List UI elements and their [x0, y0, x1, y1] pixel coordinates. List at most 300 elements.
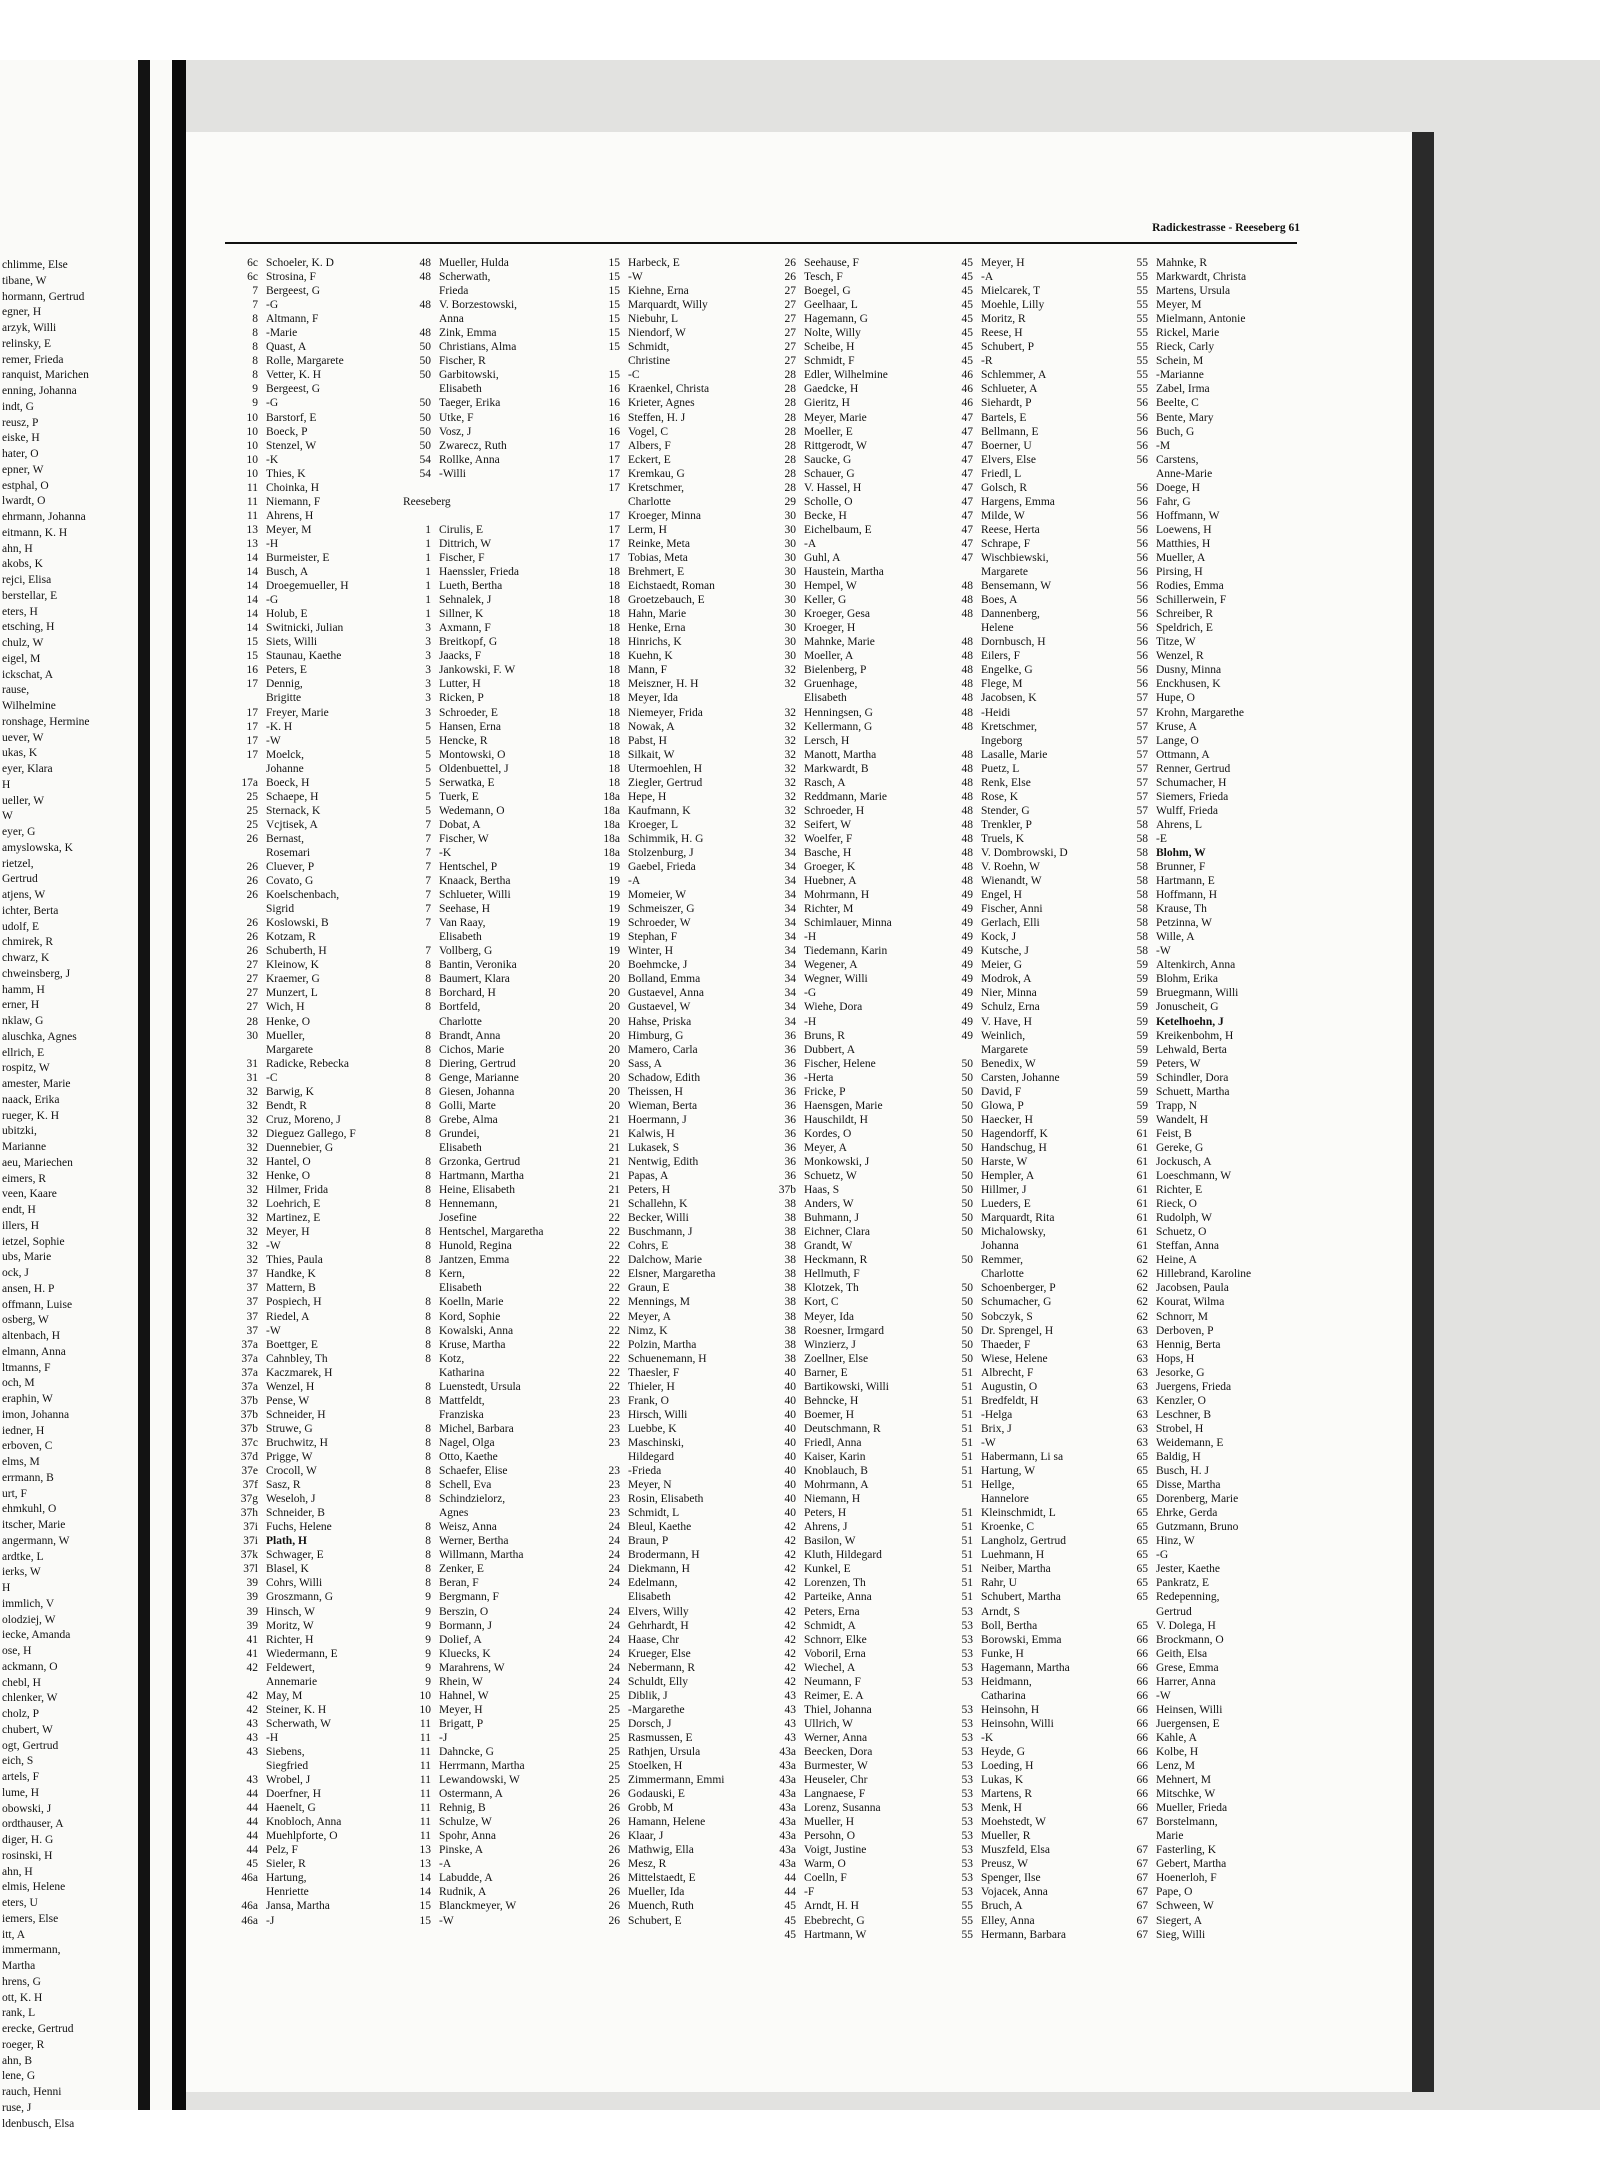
resident-name: Friedl, Anna [804, 1436, 862, 1449]
resident-name: Dorenberg, Marie [1156, 1493, 1239, 1506]
resident-entry [1120, 1661, 1300, 1675]
house-number: 61 [1136, 1240, 1148, 1253]
house-number: 39 [246, 1577, 258, 1590]
house-number: 26 [608, 1872, 620, 1885]
left-page-entry: H [2, 1582, 11, 1594]
resident-entry [230, 1787, 410, 1801]
resident-name: Kaczmarek, H [266, 1366, 333, 1379]
resident-name: Nowak, A [628, 720, 675, 733]
left-page-entry: artels, F [2, 1771, 40, 1783]
resident-name: Kern, [439, 1268, 465, 1281]
resident-entry [945, 1506, 1125, 1520]
resident-name: Richter, H [266, 1633, 314, 1646]
resident-name: Brunner, F [1156, 861, 1206, 874]
house-number: 47 [961, 467, 973, 480]
resident-entry [1120, 1899, 1300, 1913]
house-number: 36 [784, 1043, 796, 1056]
house-number: 3 [425, 650, 431, 663]
resident-name: -H [266, 537, 279, 550]
resident-entry [230, 720, 410, 734]
house-number: 36 [784, 1141, 796, 1154]
resident-name: Edler, Wilhelmine [804, 369, 888, 382]
house-number: 1 [425, 608, 431, 621]
resident-name: Schauer, G [804, 467, 855, 480]
resident-entry [403, 930, 583, 944]
house-number: 25 [608, 1731, 620, 1744]
resident-entry [403, 1478, 583, 1492]
resident-entry [768, 706, 948, 720]
resident-name: Strobel, H [1156, 1422, 1204, 1435]
house-number: 57 [1136, 706, 1148, 719]
resident-entry [945, 958, 1125, 972]
house-number: 53 [961, 1661, 973, 1674]
house-number: 36 [784, 1057, 796, 1070]
resident-name: Seehase, H [439, 903, 491, 916]
resident-entry [768, 523, 948, 537]
house-number: 43a [779, 1816, 796, 1829]
resident-name: Kalwis, H [628, 1127, 675, 1140]
resident-name: Kenzler, O [1156, 1394, 1206, 1407]
resident-entry [403, 1155, 583, 1169]
resident-name: Fischer, W [439, 832, 489, 845]
house-number: 43a [779, 1774, 796, 1787]
resident-name: Sehnalek, J [439, 594, 492, 607]
house-number: 48 [961, 594, 973, 607]
resident-name: Thies, Paula [266, 1254, 323, 1267]
resident-name: -Margarethe [628, 1703, 685, 1716]
resident-entry [230, 916, 410, 930]
resident-name: -Marianne [1156, 369, 1204, 382]
resident-name: Matthies, H [1156, 537, 1211, 550]
house-number: 59 [1136, 1099, 1148, 1112]
house-number: 28 [784, 467, 796, 480]
resident-name: Mattern, B [266, 1282, 316, 1295]
resident-name: Diekmann, H [628, 1563, 690, 1576]
house-number: 26 [608, 1844, 620, 1857]
resident-name: Hinsch, W [266, 1605, 315, 1618]
resident-entry [592, 1394, 772, 1408]
resident-name: Zabel, Irma [1156, 383, 1210, 396]
house-number: 50 [419, 355, 431, 368]
house-number: 67 [1136, 1886, 1148, 1899]
house-number: 14 [246, 622, 258, 635]
resident-name: Herrmann, Martha [439, 1760, 525, 1773]
resident-name: Fischer, F [439, 551, 485, 564]
resident-name: Kruse, Martha [439, 1338, 506, 1351]
resident-entry [1120, 1324, 1300, 1338]
house-number: 44 [246, 1830, 258, 1843]
resident-name: V. Borzestowski, [439, 299, 518, 312]
house-number: 55 [1136, 285, 1148, 298]
house-number: 50 [961, 1254, 973, 1267]
house-number: 58 [1136, 945, 1148, 958]
house-number: 65 [1136, 1577, 1148, 1590]
resident-entry [230, 1183, 410, 1197]
house-number: 18a [603, 804, 620, 817]
resident-name: Wegner, Willi [804, 973, 868, 986]
house-number: 56 [1136, 664, 1148, 677]
house-number: 24 [608, 1675, 620, 1688]
left-page-entry: ackmann, O [2, 1660, 58, 1673]
resident-entry [945, 1099, 1125, 1113]
resident-name: Borowski, Emma [981, 1633, 1062, 1646]
house-number: 26 [246, 945, 258, 958]
resident-entry [768, 1731, 948, 1745]
house-number: 34 [784, 875, 796, 888]
resident-name: Henke, O [266, 1015, 311, 1028]
resident-entry [1120, 888, 1300, 902]
resident-entry [1120, 481, 1300, 495]
resident-entry [945, 1380, 1125, 1394]
resident-name: Boes, A [981, 594, 1018, 607]
resident-entry [1120, 537, 1300, 551]
resident-name: -Herta [804, 1071, 834, 1084]
left-page-entry: ellrich, E [2, 1046, 45, 1059]
house-number: 26 [784, 257, 796, 269]
resident-entry [1120, 1085, 1300, 1099]
resident-entry [945, 1267, 1125, 1281]
resident-name: Sass, A [628, 1057, 662, 1070]
left-page-entry: chweinsberg, J [2, 967, 71, 980]
resident-entry [1120, 944, 1300, 958]
house-number: 43 [784, 1703, 796, 1716]
house-number: 37k [240, 1549, 258, 1562]
resident-entry [403, 1071, 583, 1085]
resident-name: Baumert, Klara [439, 973, 510, 986]
house-number: 13 [419, 1858, 431, 1871]
resident-name: Hentschel, P [439, 861, 498, 874]
resident-name: Richter, M [804, 903, 854, 916]
resident-name: Haas, S [804, 1184, 840, 1197]
resident-entry [403, 1141, 583, 1155]
resident-entry [403, 790, 583, 804]
resident-entry [768, 1773, 948, 1787]
resident-name: Busch, H. J [1156, 1465, 1210, 1478]
resident-entry [403, 720, 583, 734]
resident-name: Martinez, E [266, 1212, 321, 1225]
house-number: 44 [246, 1844, 258, 1857]
house-number: 21 [608, 1141, 620, 1154]
directory-column [768, 256, 948, 1942]
resident-name: Rittgerodt, W [804, 439, 868, 452]
resident-entry [1120, 396, 1300, 410]
left-page-entry: elmann, Anna [2, 1345, 66, 1358]
house-number: 18 [608, 720, 620, 733]
resident-name: Gerlach, Elli [981, 917, 1040, 930]
resident-entry [230, 972, 410, 986]
resident-name: Grzonka, Gertrud [439, 1156, 521, 1168]
resident-name: Voigt, Justine [804, 1844, 867, 1857]
house-number: 34 [784, 846, 796, 859]
resident-name: -J [266, 1914, 275, 1927]
house-number: 56 [1136, 453, 1148, 466]
resident-entry [1120, 312, 1300, 326]
left-page-entry: angermann, W [2, 1534, 70, 1547]
resident-entry [768, 1619, 948, 1633]
resident-name: Bartels, E [981, 411, 1027, 424]
house-number: 13 [419, 1844, 431, 1857]
resident-name: -A [804, 537, 817, 550]
house-number: 42 [784, 1563, 796, 1576]
resident-name: Gertrud [1156, 1605, 1192, 1618]
left-page-entry: berstellar, E [2, 589, 58, 602]
resident-entry [592, 972, 772, 986]
resident-name: Weisz, Anna [439, 1521, 497, 1534]
directory-column [1120, 256, 1300, 1942]
resident-entry [768, 1408, 948, 1422]
house-number: 32 [246, 1141, 258, 1154]
resident-entry [403, 1169, 583, 1183]
left-page-entry: estphal, O [2, 479, 49, 492]
resident-entry [592, 1408, 772, 1422]
resident-name: Mahnke, Marie [804, 636, 875, 649]
resident-name: Vcjtisek, A [266, 818, 318, 831]
resident-entry [592, 1759, 772, 1773]
house-number: 7 [252, 299, 258, 312]
resident-entry [403, 396, 583, 410]
house-number: 22 [608, 1212, 620, 1225]
house-number: 48 [961, 664, 973, 677]
house-number: 38 [784, 1310, 796, 1323]
resident-entry [1120, 860, 1300, 874]
resident-name: Freyer, Marie [266, 706, 329, 719]
resident-entry [592, 1773, 772, 1787]
resident-name: Schell, Eva [439, 1479, 492, 1492]
resident-name: Michel, Barbara [439, 1422, 514, 1435]
resident-entry [403, 1267, 583, 1281]
resident-entry [230, 1450, 410, 1464]
resident-name: Gutzmann, Bruno [1156, 1521, 1239, 1534]
resident-entry [1120, 593, 1300, 607]
house-number: 49 [961, 917, 973, 930]
house-number: 18 [608, 594, 620, 607]
house-number: 23 [608, 1465, 620, 1478]
left-page-entry: eyer, Klara [2, 763, 53, 775]
left-page-entry: ehmkuhl, O [2, 1503, 57, 1516]
house-number: 67 [1136, 1872, 1148, 1885]
resident-entry [403, 1534, 583, 1548]
resident-entry [945, 551, 1125, 565]
house-number: 21 [608, 1156, 620, 1168]
resident-name: Weinlich, [981, 1029, 1026, 1042]
resident-entry [592, 1885, 772, 1899]
house-number: 65 [1136, 1535, 1148, 1548]
resident-entry [403, 1605, 583, 1619]
resident-entry [403, 354, 583, 368]
house-number: 42 [784, 1605, 796, 1618]
resident-entry [1120, 495, 1300, 509]
left-page-entry: indt, G [2, 400, 34, 413]
left-page-entry: Martha [2, 1960, 36, 1972]
house-number: 13 [246, 537, 258, 550]
house-number: 20 [608, 1071, 620, 1084]
resident-name: Langholz, Gertrud [981, 1535, 1066, 1548]
house-number: 57 [1136, 734, 1148, 747]
resident-entry [945, 1619, 1125, 1633]
house-number: 50 [961, 1113, 973, 1126]
house-number: 48 [961, 875, 973, 888]
resident-entry [230, 1169, 410, 1183]
resident-name: Kolbe, H [1156, 1745, 1199, 1758]
resident-entry [230, 1071, 410, 1085]
resident-entry [1120, 1520, 1300, 1534]
house-number: 21 [608, 1184, 620, 1197]
directory-column [945, 256, 1125, 1942]
house-number: 8 [252, 327, 258, 340]
resident-name: Siegfried [266, 1760, 309, 1773]
resident-entry [592, 1562, 772, 1576]
house-number: 17 [608, 523, 620, 536]
resident-name: Doege, H [1156, 481, 1201, 494]
resident-entry [403, 1183, 583, 1197]
resident-name: Meyer, Marie [804, 411, 867, 424]
resident-entry [592, 284, 772, 298]
resident-entry [403, 846, 583, 860]
house-number: 8 [425, 1338, 431, 1351]
house-number: 58 [1136, 846, 1148, 859]
house-number: 21 [608, 1113, 620, 1126]
house-number: 22 [608, 1296, 620, 1309]
house-number: 23 [608, 1436, 620, 1449]
resident-name: Lukasek, S [628, 1141, 680, 1154]
resident-entry [592, 762, 772, 776]
resident-name: Remmer, [981, 1254, 1024, 1267]
resident-name: Wegener, A [804, 959, 858, 972]
house-number: 18 [608, 580, 620, 593]
resident-name: Mann, F [628, 664, 667, 677]
resident-entry [403, 916, 583, 930]
resident-entry [768, 649, 948, 663]
resident-name: Schubert, E [628, 1914, 682, 1927]
resident-name: Kroenke, C [981, 1521, 1035, 1534]
resident-entry [230, 1366, 410, 1380]
resident-entry [945, 1225, 1125, 1239]
house-number: 34 [784, 1001, 796, 1014]
house-number: 37a [241, 1352, 258, 1365]
resident-entry [592, 1000, 772, 1014]
resident-entry [592, 607, 772, 621]
resident-name: Willmann, Martha [439, 1549, 524, 1562]
house-number: 63 [1136, 1394, 1148, 1407]
resident-entry [1120, 1338, 1300, 1352]
house-number: 62 [1136, 1268, 1148, 1281]
resident-entry [592, 1197, 772, 1211]
resident-entry [768, 972, 948, 986]
resident-name: Breitkopf, G [439, 636, 498, 649]
house-number: 17 [246, 706, 258, 719]
resident-entry [1120, 706, 1300, 720]
resident-entry [592, 411, 772, 425]
house-number: 25 [246, 818, 258, 831]
house-number: 8 [425, 1198, 431, 1211]
resident-name: Niebuhr, L [628, 313, 678, 326]
house-number: 40 [784, 1507, 796, 1520]
left-page-entry: eyer, G [2, 826, 36, 838]
resident-entry [592, 1099, 772, 1113]
resident-entry [768, 1492, 948, 1506]
house-number: 24 [608, 1605, 620, 1618]
resident-entry [1120, 1015, 1300, 1029]
resident-entry [945, 326, 1125, 340]
resident-entry [945, 1281, 1125, 1295]
house-number: 22 [608, 1282, 620, 1295]
resident-entry [592, 1787, 772, 1801]
resident-entry [230, 523, 410, 537]
resident-entry [1120, 846, 1300, 860]
resident-entry [230, 439, 410, 453]
left-page-entry: hrens, G [2, 1975, 41, 1988]
resident-name: Becke, H [804, 509, 847, 522]
house-number: 26 [608, 1914, 620, 1927]
resident-entry [403, 425, 583, 439]
house-number: 67 [1136, 1928, 1148, 1941]
house-number: 58 [1136, 861, 1148, 874]
resident-name: Krieter, Agnes [628, 397, 695, 410]
house-number: 59 [1136, 973, 1148, 986]
resident-entry [945, 1843, 1125, 1857]
resident-entry [768, 1464, 948, 1478]
resident-name: Marquardt, Rita [981, 1212, 1055, 1225]
left-page-entry: hormann, Gertrud [2, 290, 85, 303]
resident-entry [945, 1928, 1125, 1942]
resident-name: Reimer, E. A [804, 1689, 864, 1702]
house-number: 30 [784, 608, 796, 621]
resident-entry [230, 804, 410, 818]
resident-name: Mueller, A [1156, 551, 1206, 564]
resident-entry [945, 734, 1125, 748]
resident-name: Ehrke, Gerda [1156, 1507, 1218, 1520]
resident-entry [592, 1689, 772, 1703]
house-number: 66 [1136, 1633, 1148, 1646]
resident-name: Zimmermann, Emmi [628, 1774, 725, 1787]
house-number: 54 [419, 453, 431, 466]
resident-name: -W [628, 271, 643, 284]
resident-entry [945, 1239, 1125, 1253]
resident-name: Kellermann, G [804, 720, 873, 733]
resident-entry [768, 1717, 948, 1731]
house-number: 7 [425, 846, 431, 859]
resident-name: Lehwald, Berta [1156, 1043, 1227, 1056]
house-number: 59 [1136, 1029, 1148, 1042]
house-number: 50 [419, 341, 431, 354]
resident-name: Cruz, Moreno, J [266, 1113, 341, 1126]
house-number: 65 [1136, 1493, 1148, 1506]
house-number: 37g [240, 1493, 258, 1506]
resident-name: Schnorr, Elke [804, 1633, 867, 1646]
resident-name: Schmidt, L [628, 1507, 680, 1520]
house-number: 47 [961, 411, 973, 424]
resident-name: Niendorf, W [628, 327, 686, 340]
house-number: 26 [608, 1830, 620, 1843]
resident-entry [230, 1000, 410, 1014]
resident-entry [768, 818, 948, 832]
house-number: 56 [1136, 580, 1148, 593]
resident-entry [592, 1450, 772, 1464]
resident-name: Hagemann, G [804, 313, 868, 326]
resident-entry [945, 1633, 1125, 1647]
resident-name: Lueth, Bertha [439, 580, 503, 593]
resident-name: Luebbe, K [628, 1422, 677, 1435]
resident-name: Disse, Martha [1156, 1479, 1221, 1492]
left-page-entry: udolf, E [2, 920, 40, 933]
resident-name: Hartmann, Martha [439, 1170, 524, 1183]
resident-entry [592, 1605, 772, 1619]
resident-entry [768, 495, 948, 509]
resident-entry [403, 467, 583, 481]
resident-name: Choinka, H [266, 481, 320, 494]
resident-entry [403, 1239, 583, 1253]
resident-entry [768, 1043, 948, 1057]
